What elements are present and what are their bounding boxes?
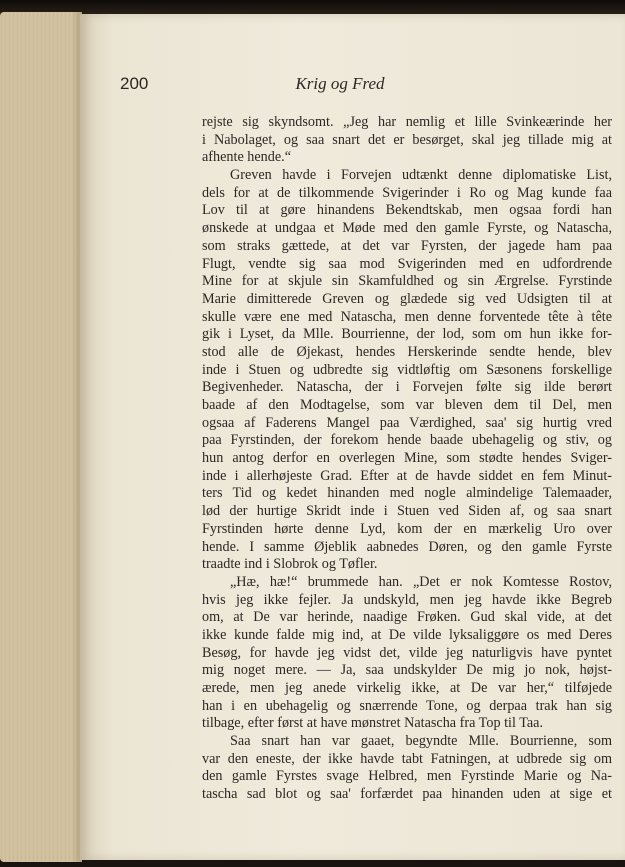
text-line: Mine for at skjule sin Skamfuldhed og sin Ærgrelse. Fyrstinde (202, 273, 612, 290)
paragraph (202, 114, 612, 167)
text-line: lød der hurtige Skridt inde i Stuen ved Siden af, og saa snart (202, 503, 612, 520)
paragraph (202, 167, 612, 574)
text-line: baade af den Modtagelse, som var bleven dem til Del, men (202, 397, 612, 413)
book-page-edges (0, 12, 82, 862)
body-text (202, 114, 612, 804)
text-line: skulle være ene med Natascha, men denne forventede tête à tête (202, 308, 612, 325)
text-line: „Hæ, hæ!“ brummede han. „Det er nok Komtesse Rostov, (230, 573, 612, 590)
text-line: Greven havde i Forvejen udtænkt denne diplomatiske List, (230, 167, 612, 184)
text-line: var den eneste, der ikke havde tabt Fatningen, at udbrede sig om (202, 750, 612, 767)
text-line: ønskede at undgaa et Møde med den gamle Fyrste, og Natascha, (202, 220, 612, 237)
text-line: paa Fyrstinden, der forekom hende baade ubehagelig og stiv, og (202, 432, 612, 449)
text-line: Fyrstinden hørte denne Lyd, kom der en mærkelig Uro over (202, 520, 612, 537)
text-line: Begivenheder. Natascha, der i Forvejen følte sig ilde berørt (202, 379, 612, 396)
text-line: om, at De var herinde, naadige Frøken. Gud skal vide, at det (202, 609, 612, 626)
text-line: afhente hende.“ (202, 149, 292, 166)
text-line: som straks gættede, at det var Fyrsten, der jagede ham paa (202, 237, 612, 254)
text-line: gik i Lyset, da Mlle. Bourrienne, der lod, som om hun ikke for- (202, 326, 612, 343)
text-line: han i en ubehagelig og snærrende Tone, og derpaa trak han sig (202, 697, 612, 714)
text-line: Besøg, for havde jeg vidst det, vilde jeg naturligvis have pyntet (202, 644, 612, 661)
text-line: ikke kunde falde mig ind, at De vilde lyksaliggøre os med Deres (202, 626, 612, 643)
page-header (120, 74, 560, 98)
text-line: rejste sig skyndsomt. „Jeg har nemlig et lille Svinkeærinde her (202, 114, 612, 130)
text-line: hvis jeg ikke fejler. Ja undskyld, men jeg havde ikke Begreb (202, 591, 612, 608)
text-line: ogsaa af Faderens Mangel paa Værdighed, saa' sig hurtig vred (202, 414, 612, 431)
text-line: dels for at de tilkommende Svigerinder i Ro og Mag kunde faa (202, 184, 612, 201)
page-number: 200 (120, 74, 149, 93)
text-line: ters Tid og kedet hinanden med nogle almindelige Talemaader, (202, 485, 612, 502)
text-line: Marie dimitterede Greven og glædede sig ved Udsigten til at (202, 290, 612, 307)
text-line: mig noget mere. — Ja, saa undskylder De mig jo nok, højst- (202, 662, 612, 679)
text-line: i Nabolaget, og saa snart det er besørget, skal jeg tillade mig at (202, 131, 612, 148)
text-line: traadte ind i Slobrok og Tøfler. (202, 556, 378, 573)
text-line: tilbage, efter først at have mønstret Natascha fra Top til Taa. (202, 715, 544, 732)
text-line: hende. I samme Øjeblik aabnedes Døren, og den gamle Fyrste (202, 538, 612, 555)
text-line: Saa snart han var gaaet, begyndte Mlle. Bourrienne, som (230, 733, 612, 750)
text-line: hun antog derfor en overlegen Mine, som stødte hendes Sviger- (202, 450, 612, 467)
paragraph (202, 574, 612, 733)
text-line: tascha sad blot og saa' forfærdet paa hinanden uden at sige et (202, 786, 612, 803)
running-title: Krig og Fred (295, 74, 385, 93)
text-line: ærede, men jeg anede virkelig ikke, at De var her,“ tilføjede (202, 680, 612, 696)
text-line: inde i Stuen og udbredte sig vidtløftig om Sæsonens forskellige (202, 361, 612, 378)
text-line: Lov til at gøre hinandens Bekendtskab, men ogsaa fordi han (202, 202, 612, 219)
text-line: den gamle Fyrstes svage Helbred, men Fyrstinde Marie og Na- (202, 768, 612, 785)
text-line: inde i allerhøjeste Grad. Efter at de havde siddet en fem Minut- (202, 467, 612, 484)
text-line: stod alle de Øjekast, hendes Herskerinde sendte hende, blev (202, 343, 612, 360)
text-line: Flugt, vendte sig saa mod Svigerinden med en udfordrende (202, 255, 612, 272)
paragraph (202, 733, 612, 804)
